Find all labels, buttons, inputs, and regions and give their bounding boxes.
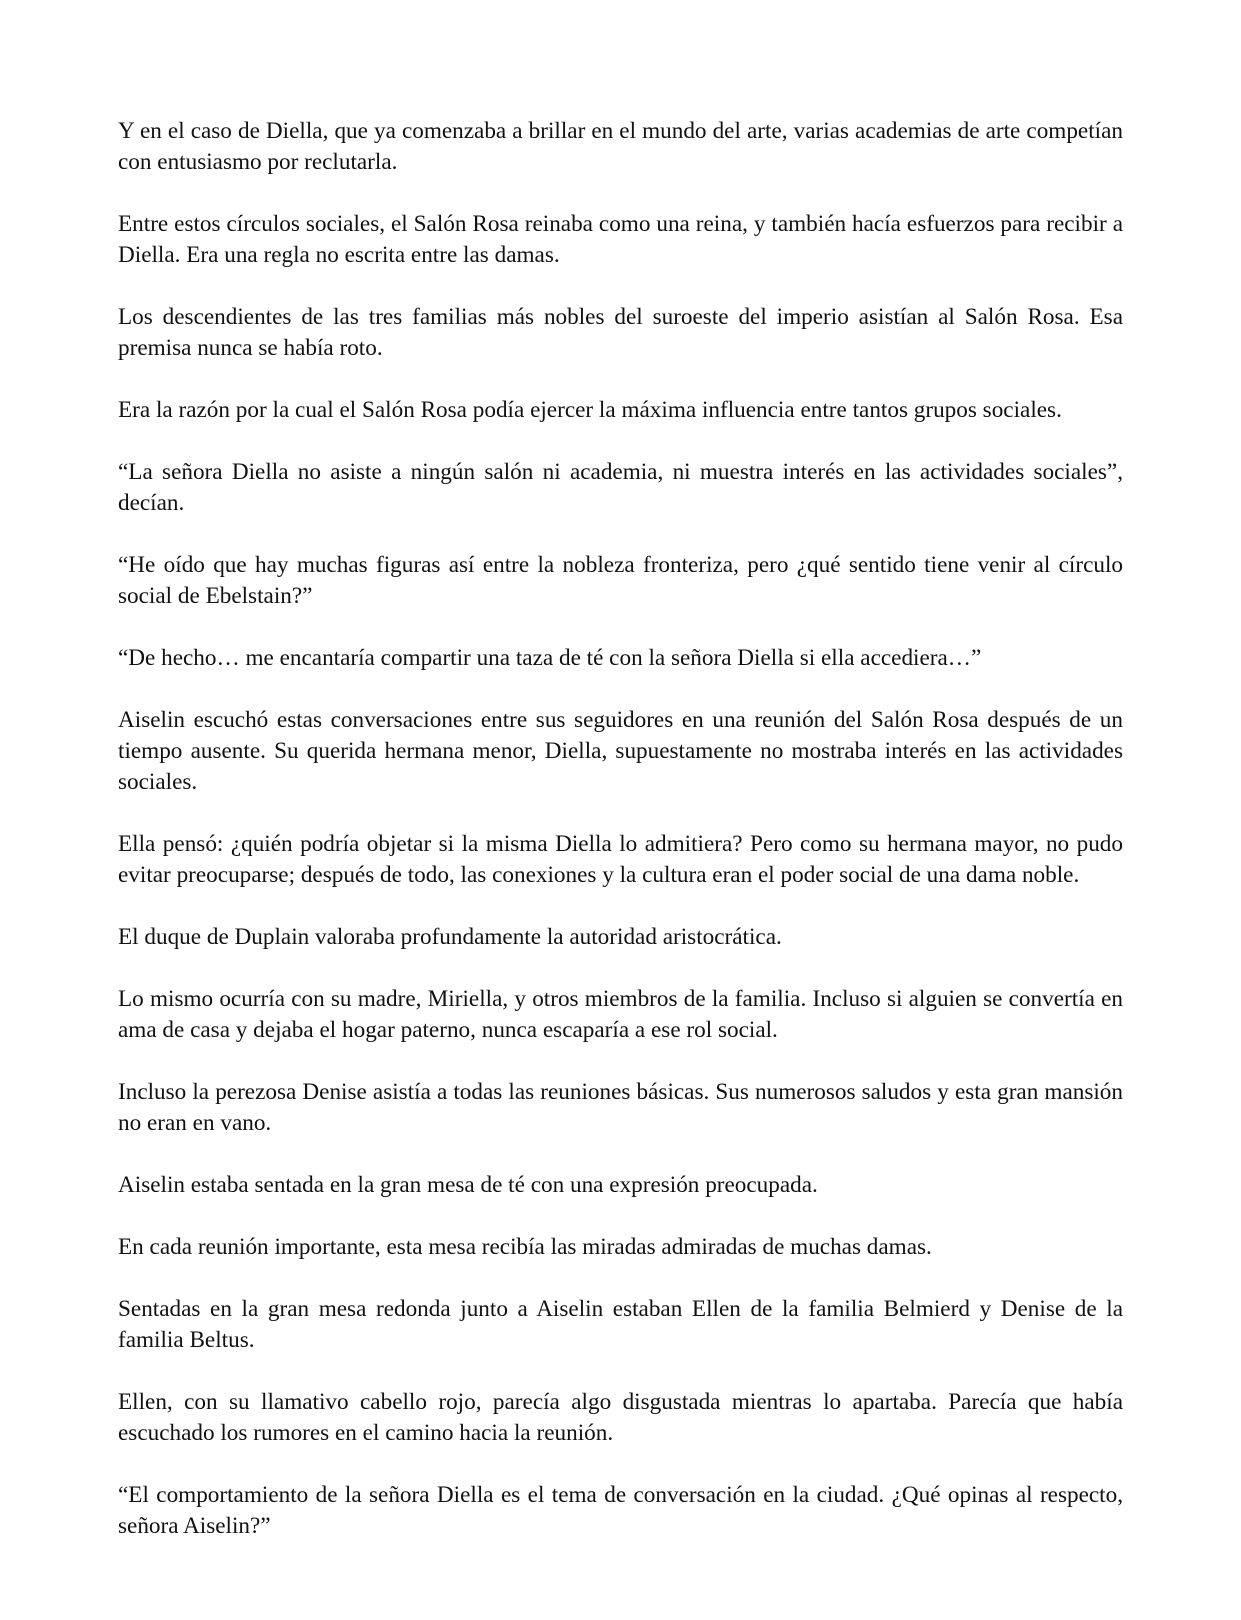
paragraph-8: Aiselin escuchó estas conversaciones entre sus seguidores en una reunión del Salón Rosa después de un tiempo ausente. Su querida hermana menor, Diella, supuestamente no mostraba interés en las actividades sociales. bbox=[118, 707, 1123, 795]
paragraph-11: Lo mismo ocurría con su madre, Miriella, y otros miembros de la familia. Incluso si alguien se convertía en ama de casa y dejaba el hogar paterno, nunca escaparía a ese rol social. bbox=[118, 986, 1123, 1043]
paragraph-12: Incluso la perezosa Denise asistía a todas las reuniones básicas. Sus numerosos saludos y esta gran mansión no eran en vano. bbox=[118, 1079, 1123, 1136]
paragraph-5: “La señora Diella no asiste a ningún salón ni academia, ni muestra interés en las actividades sociales”, decían. bbox=[118, 459, 1123, 516]
document-page bbox=[118, 116, 1123, 1573]
paragraph-15: Sentadas en la gran mesa redonda junto a Aiselin estaban Ellen de la familia Belmierd y Denise de la familia Beltus. bbox=[118, 1296, 1123, 1353]
paragraph-14: En cada reunión importante, esta mesa recibía las miradas admiradas de muchas damas. bbox=[118, 1234, 932, 1260]
paragraph-2: Entre estos círculos sociales, el Salón Rosa reinaba como una reina, y también hacía esfuerzos para recibir a Diella. Era una regla no escrita entre las damas. bbox=[118, 211, 1123, 268]
paragraph-3: Los descendientes de las tres familias más nobles del suroeste del imperio asistían al Salón Rosa. Esa premisa nunca se había roto. bbox=[118, 304, 1123, 361]
paragraph-7: “De hecho… me encantaría compartir una taza de té con la señora Diella si ella accediera…” bbox=[118, 645, 982, 671]
paragraph-4: Era la razón por la cual el Salón Rosa podía ejercer la máxima influencia entre tantos grupos sociales. bbox=[118, 397, 1062, 423]
paragraph-10: El duque de Duplain valoraba profundamente la autoridad aristocrática. bbox=[118, 924, 782, 950]
paragraph-1: Y en el caso de Diella, que ya comenzaba a brillar en el mundo del arte, varias academias de arte competían con entusiasmo por reclutarla. bbox=[118, 118, 1123, 175]
paragraph-13: Aiselin estaba sentada en la gran mesa de té con una expresión preocupada. bbox=[118, 1172, 818, 1198]
paragraph-6: “He oído que hay muchas figuras así entre la nobleza fronteriza, pero ¿qué sentido tiene venir al círculo social de Ebelstain?” bbox=[118, 552, 1123, 609]
paragraph-17: “El comportamiento de la señora Diella es el tema de conversación en la ciudad. ¿Qué opinas al respecto, señora Aiselin?” bbox=[118, 1482, 1123, 1539]
paragraph-9: Ella pensó: ¿quién podría objetar si la misma Diella lo admitiera? Pero como su hermana mayor, no pudo evitar preocuparse; después de todo, las conexiones y la cultura eran el poder social de una dama noble. bbox=[118, 831, 1123, 888]
paragraph-16: Ellen, con su llamativo cabello rojo, parecía algo disgustada mientras lo apartaba. Parecía que había escuchado los rumores en el camino hacia la reunión. bbox=[118, 1389, 1123, 1446]
